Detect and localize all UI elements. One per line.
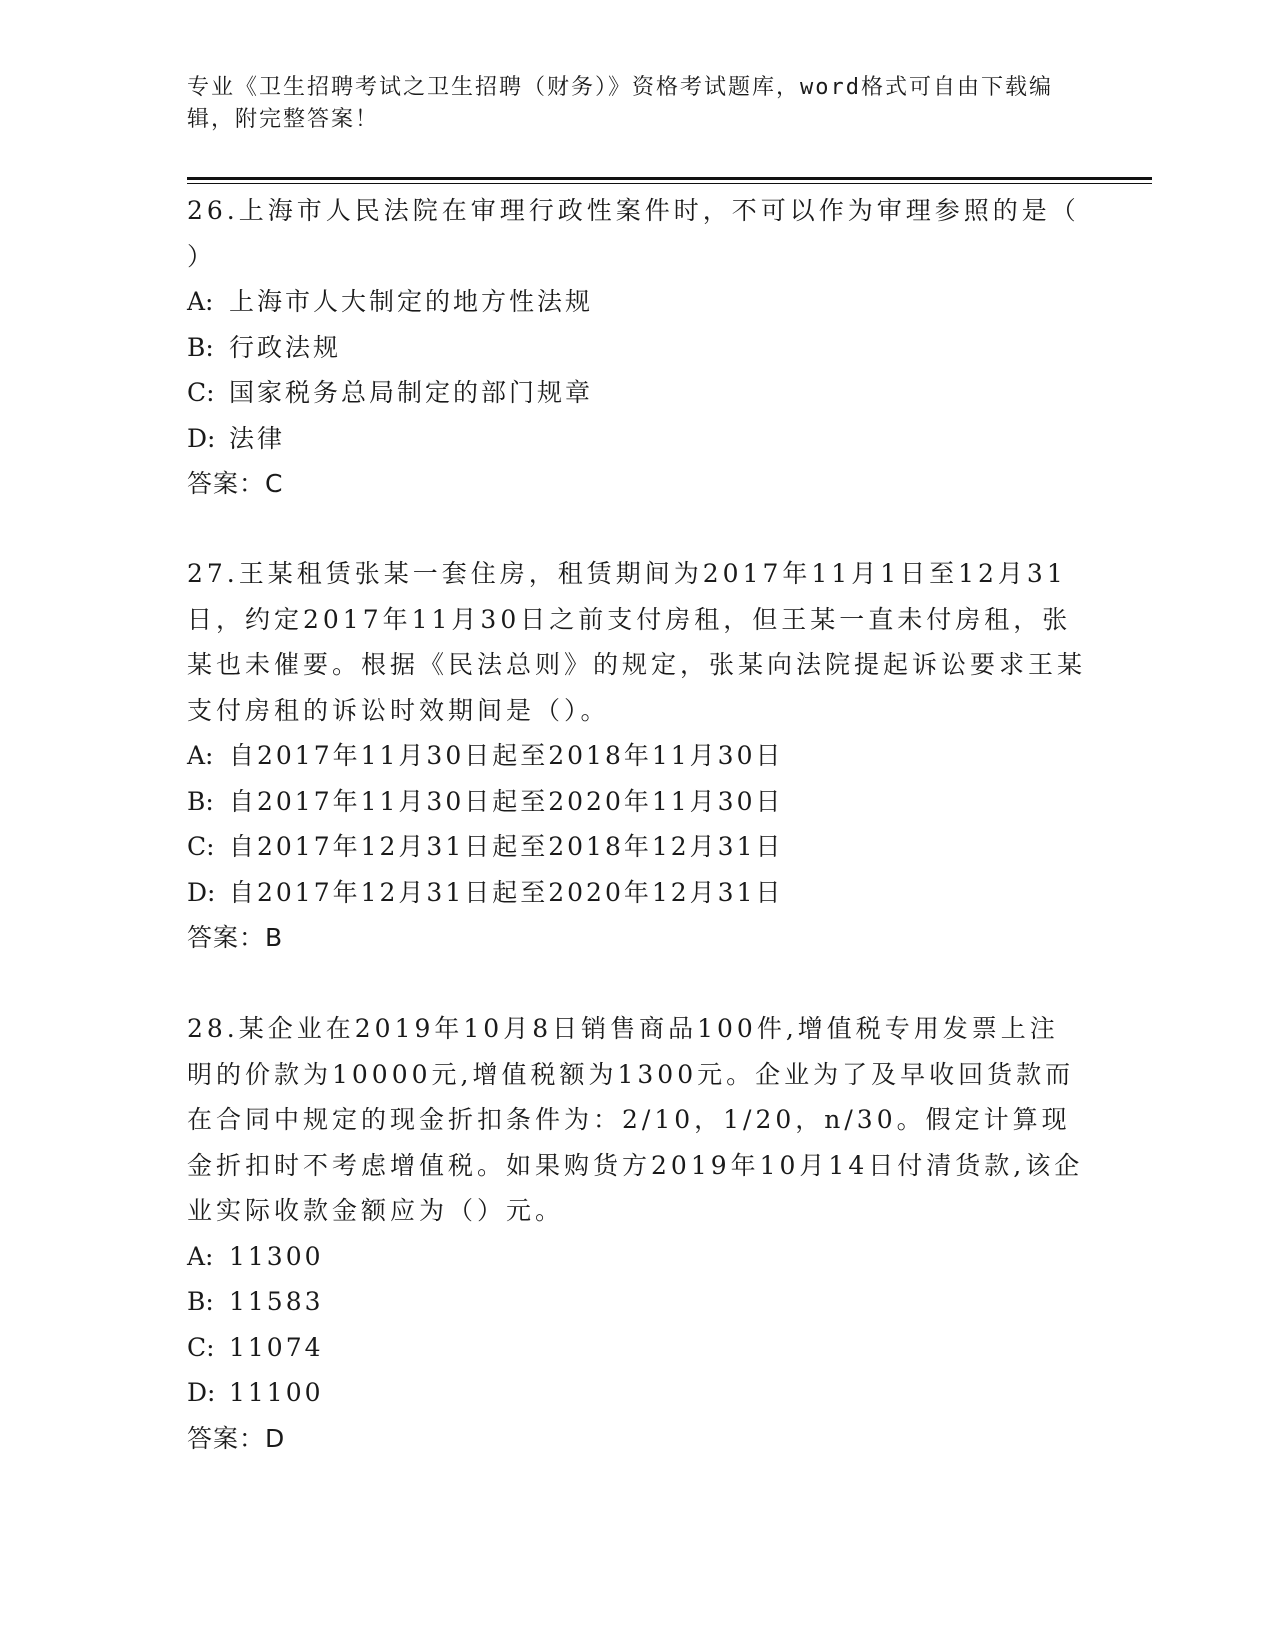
option-text: 法律 [229,423,286,453]
option-b [187,779,1087,825]
option-key: C: [187,378,215,407]
option-a [187,733,1087,779]
option-key: D: [187,423,216,453]
document-header: 专业《卫生招聘考试之卫生招聘（财务）》资格考试题库，word格式可自由下载编辑，附完整答案！ [187,75,1053,132]
question-27 [187,551,1087,961]
question-stem: 27.王某租赁张某一套住房，租赁期间为2017年11月1日至12月31日，约定2017年11月30日之前支付房租，但王某一直未付房租，张某也未催要。根据《民法总则》的规定，张某向法院提起诉讼要求王某支付房租的诉讼时效期间是（）。 [187,559,1087,725]
question-26 [187,188,1087,507]
option-key: A: [187,287,214,316]
option-text: 国家税务总局制定的部门规章 [229,378,594,407]
question-stem: 26.上海市人民法院在审理行政性案件时，不可以作为审理参照的是（ ） [187,196,1080,271]
option-d [187,416,1087,462]
header-divider-thin [187,183,1152,184]
option-c [187,370,1087,416]
option-text: 自2017年11月30日起至2020年11月30日 [229,786,784,816]
option-a [187,279,1087,325]
answer-line: 答案：B [187,923,284,952]
option-key: B: [187,786,214,816]
option-text: 11583 [229,1287,324,1316]
option-text: 11074 [229,1332,324,1362]
header-divider-thick [187,177,1152,180]
option-key: D: [187,1378,216,1407]
option-d [187,870,1087,916]
option-text: 行政法规 [229,332,342,362]
option-b [187,1279,1087,1325]
option-key: A: [187,1241,214,1271]
option-key: B: [187,1287,214,1316]
option-c [187,1325,1087,1371]
option-text: 上海市人大制定的地方性法规 [229,287,594,316]
option-text: 11100 [229,1378,324,1407]
option-key: A: [187,741,214,770]
option-text: 11300 [229,1241,324,1271]
answer-line: 答案：D [187,1423,286,1453]
option-text: 自2017年12月31日起至2018年12月31日 [229,832,784,861]
option-c [187,824,1087,870]
option-key: B: [187,332,214,362]
option-key: C: [187,1332,215,1362]
option-text: 自2017年11月30日起至2018年11月30日 [229,741,784,770]
answer-line: 答案：C [187,469,284,498]
option-text: 自2017年12月31日起至2020年12月31日 [229,877,784,907]
option-key: C: [187,832,215,861]
option-b [187,325,1087,371]
option-d [187,1370,1087,1416]
option-key: D: [187,877,216,907]
question-28 [187,1006,1087,1461]
option-a [187,1234,1087,1280]
question-stem: 28.某企业在2019年10月8日销售商品100件,增值税专用发票上注明的价款为10000元,增值税额为1300元。企业为了及早收回货款而在合同中规定的现金折扣条件为：2/10，1/20，n/30。假定计算现金折扣时不考虑增值税。如果购货方2019年10月14日付清货款,该企业实际收款金额应为（）元。 [187,1014,1084,1225]
